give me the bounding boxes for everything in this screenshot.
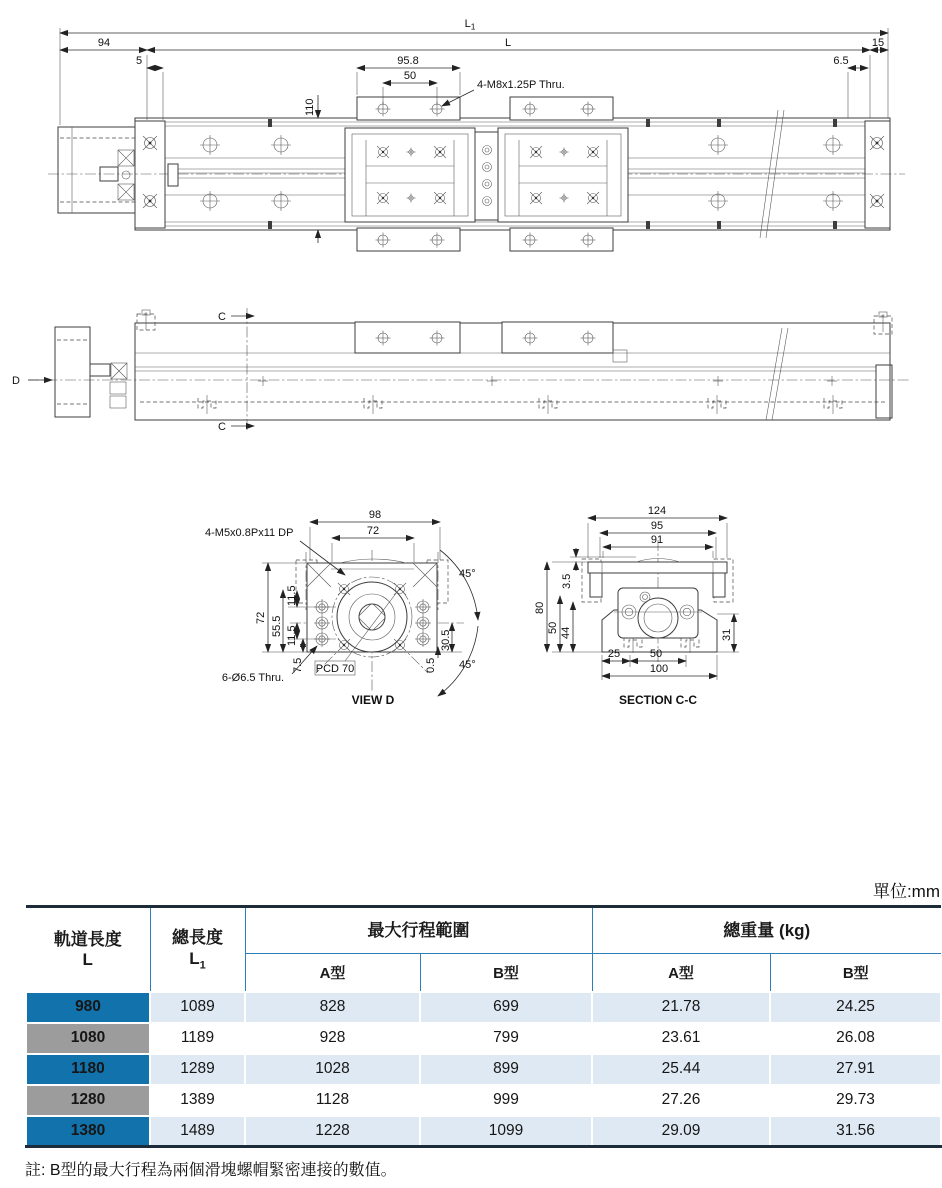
view-d-arrow-label: D (12, 375, 20, 387)
weight-a-value: 23.61 (592, 1023, 770, 1054)
section-c-label-bottom: C (218, 421, 226, 433)
dim-label-80: 80 (534, 601, 546, 614)
dim-label-3-5: 3.5 (561, 573, 573, 589)
header-stroke-group: 最大行程範圍 (245, 907, 592, 954)
dim-label-7-5: 7.5 (292, 657, 304, 673)
top-view-drawing (48, 18, 905, 251)
header-weight-type-b: B型 (770, 954, 941, 992)
dim-label-11-5-lower: 11.5 (286, 625, 298, 646)
rail-length-symbol: L (82, 949, 93, 969)
dim-label-72-left: 72 (255, 611, 267, 624)
side-view-drawing (12, 308, 910, 433)
angle-45-top-label: 45° (459, 568, 476, 580)
weight-a-value: 29.09 (592, 1116, 770, 1147)
dim-label-72-top: 72 (366, 525, 380, 537)
rail-length-value: 980 (26, 992, 150, 1023)
stroke-a-value: 828 (245, 992, 420, 1023)
dim-label-50: 50 (403, 70, 417, 82)
total-length-title: 總長度 (172, 928, 223, 948)
dim-label-25: 25 (607, 648, 621, 660)
dim-label-50-left: 50 (547, 621, 559, 634)
weight-b-value: 27.91 (770, 1054, 941, 1085)
dim-label-95: 95 (650, 520, 664, 532)
total-length-value: 1289 (150, 1054, 245, 1085)
header-stroke-type-b: B型 (420, 954, 592, 992)
table-row (26, 1116, 941, 1147)
dim-label-11-5-upper: 11.5 (286, 585, 298, 606)
pcd-label: PCD 70 (315, 663, 355, 675)
thread-note-label: 4-M8x1.25P Thru. (477, 79, 565, 91)
stroke-b-value: 799 (420, 1023, 592, 1054)
dim-label-l: L (504, 37, 512, 49)
dim-label-124: 124 (647, 505, 667, 517)
dim-label-6-5: 6.5 (833, 55, 849, 67)
stroke-b-value: 999 (420, 1085, 592, 1116)
weight-a-value: 27.26 (592, 1085, 770, 1116)
dim-label-91: 91 (650, 534, 664, 546)
weight-a-value: 21.78 (592, 992, 770, 1023)
total-length-value: 1389 (150, 1085, 245, 1116)
holes-note-label: 6-Ø6.5 Thru. (221, 672, 285, 684)
header-stroke-type-a: A型 (245, 954, 420, 992)
table-row (26, 1023, 941, 1054)
dim-label-98: 98 (368, 509, 382, 521)
rail-length-value: 1180 (26, 1054, 150, 1085)
stroke-a-value: 928 (245, 1023, 420, 1054)
table-note: 註: B型的最大行程為兩個滑塊螺帽緊密連接的數值。 (25, 1162, 397, 1179)
dim-label-50-bottom: 50 (649, 648, 663, 660)
total-length-value: 1489 (150, 1116, 245, 1147)
thread-note-view-d: 4-M5x0.8Px11 DP (205, 527, 294, 539)
dim-label-30-5: 30.5 (440, 629, 452, 651)
header-total-length (150, 907, 245, 992)
stroke-a-value: 1228 (245, 1116, 420, 1147)
table-row (26, 1054, 941, 1085)
weight-b-value: 26.08 (770, 1023, 941, 1054)
dim-label-94: 94 (97, 37, 111, 49)
stroke-b-value: 699 (420, 992, 592, 1023)
rail-length-title: 軌道長度 (53, 929, 122, 949)
header-weight-group: 總重量 (kg) (592, 907, 941, 954)
table-row (26, 992, 941, 1023)
view-d-title: VIEW D (351, 693, 395, 707)
view-d-drawing (205, 509, 478, 707)
dim-label-110: 110 (304, 98, 316, 116)
table-row (26, 1085, 941, 1116)
rail-length-value: 1280 (26, 1085, 150, 1116)
rail-length-value: 1080 (26, 1023, 150, 1054)
dim-label-l1: $L_1$ (464, 18, 476, 32)
section-cc-title: SECTION C-C (619, 693, 697, 707)
dim-label-5: 5 (135, 55, 143, 67)
angle-45-bottom-label: 45° (459, 659, 476, 671)
total-length-value: 1189 (150, 1023, 245, 1054)
section-c-label-top: C (218, 311, 226, 323)
weight-a-value: 25.44 (592, 1054, 770, 1085)
dim-label-44: 44 (560, 626, 572, 639)
section-cc-drawing (534, 505, 739, 707)
total-length-value: 1089 (150, 992, 245, 1023)
stroke-a-value: 1028 (245, 1054, 420, 1085)
dim-label-15: 15 (871, 37, 885, 49)
dim-label-0-5: 0.5 (425, 657, 437, 673)
dim-label-95-8: 95.8 (397, 55, 419, 67)
stroke-b-value: 1099 (420, 1116, 592, 1147)
weight-b-value: 31.56 (770, 1116, 941, 1147)
header-weight-type-a: A型 (592, 954, 770, 992)
unit-label: 單位:mm (872, 882, 940, 901)
stroke-a-value: 1128 (245, 1085, 420, 1116)
spec-table-header (26, 907, 941, 992)
header-rail-length (26, 907, 150, 992)
rail-length-value: 1380 (26, 1116, 150, 1147)
dim-label-31: 31 (721, 628, 733, 641)
weight-b-value: 24.25 (770, 992, 941, 1023)
spec-table (25, 905, 942, 1148)
total-length-symbol: $L_1$ (189, 948, 206, 972)
weight-b-value: 29.73 (770, 1085, 941, 1116)
dim-label-55-5: 55.5 (271, 615, 283, 637)
stroke-b-value: 899 (420, 1054, 592, 1085)
dim-label-100: 100 (649, 663, 669, 675)
